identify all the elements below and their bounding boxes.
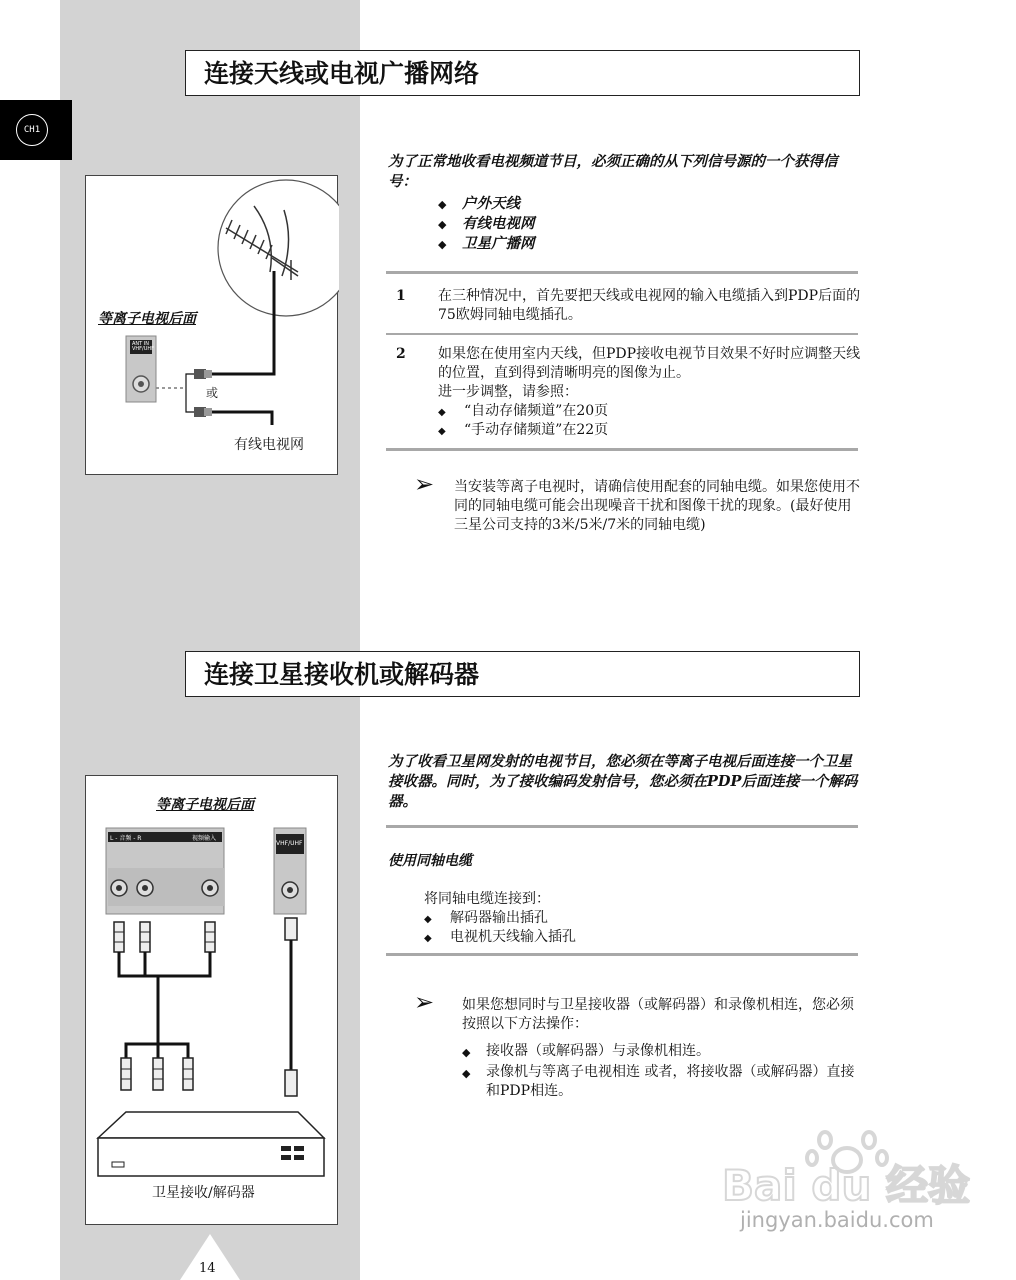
watermark-url: jingyan.baidu.com <box>740 1208 934 1232</box>
coax-plug-icon <box>285 1070 297 1096</box>
step-1 <box>396 287 861 325</box>
watermark-brand-text: Bai du 经验 <box>722 1161 970 1210</box>
rear-panel-label: 等离子电视后面 <box>98 311 196 327</box>
step-2 <box>396 345 861 440</box>
divider-rule <box>386 271 858 274</box>
audio-l-port-icon <box>111 880 127 896</box>
av-cable <box>119 952 210 1058</box>
signal-source-list <box>438 194 860 254</box>
section1-intro <box>388 152 860 254</box>
or-label: 或 <box>206 386 219 400</box>
rca-plug-icon <box>140 922 150 952</box>
section2-note <box>414 988 862 1101</box>
step-subtext: 进一步调整，请参照： <box>438 384 578 400</box>
rca-plug-icon <box>183 1058 193 1090</box>
coax-plug-icon <box>194 369 212 379</box>
note-text: 当安装等离子电视时，请确信使用配套的同轴电缆。如果您使用不同的同轴电缆可能会出现噪音干扰和图像干扰的现象。(最好使用三星公司支持的3米/5米/7米的同轴电缆) <box>454 479 860 533</box>
page-reference-item: ◆ “自动存储频道”在20页 <box>438 402 861 421</box>
antenna-circle <box>218 180 339 316</box>
divider-rule <box>386 333 858 335</box>
step-number: 1 <box>396 288 406 304</box>
connection-target-item: ◆ 电视机天线输入插孔 <box>424 928 854 947</box>
step-text: 如果您在使用室内天线，但PDP接收电视节目效果不好时应调整天线的位置，直到得到清晰明亮的图像为止。 <box>438 346 861 381</box>
video-port-icon <box>202 880 218 896</box>
note-arrow-icon: ➢ <box>414 988 435 1016</box>
rear-panel-label: 等离子电视后面 <box>156 797 254 813</box>
section1-intro-text: 为了正常地收看电视频道节目，必须正确的从下列信号源的一个获得信号： <box>388 153 838 190</box>
note-item: ◆ 接收器（或解码器）与录像机相连。 <box>462 1040 862 1063</box>
tv-network-cable <box>204 412 272 425</box>
connect-to-text: 将同轴电缆连接到： <box>424 891 550 907</box>
section2-intro: 为了收看卫星网发射的电视节目，您必须在等离子电视后面连接一个卫星接收器。同时，为了接收编码发射信号，您必须在PDP后面连接一个解码器。 <box>388 753 858 810</box>
coax-subheading: 使用同轴电缆 <box>388 853 472 869</box>
ant-in-port-label: ANT IN VHF/UHF <box>132 341 155 352</box>
coax-plug-icon <box>285 918 297 940</box>
divider-rule <box>386 825 858 828</box>
video-port-label: 视频输入 <box>192 835 217 842</box>
connection-target-item: ◆ 解码器输出插孔 <box>424 909 854 928</box>
page-reference-list <box>438 402 861 440</box>
audio-r-port-icon <box>137 880 153 896</box>
signal-source-item: ◆ 卫星广播网 <box>438 234 860 254</box>
rca-plug-icon <box>114 922 124 952</box>
vhf-uhf-port-label: VHF/UHF <box>276 840 303 847</box>
chapter-tab-label: CH1 <box>16 114 48 146</box>
vhf-uhf-port-icon <box>282 882 298 898</box>
rca-plug-icon <box>153 1058 163 1090</box>
coax-plug-icon <box>194 407 212 417</box>
note-item-list <box>462 1040 862 1101</box>
connection-target-list <box>424 909 854 947</box>
page-reference-item: ◆ “手动存储频道”在22页 <box>438 421 861 440</box>
note-arrow-icon: ➢ <box>414 470 435 498</box>
section2-title: 连接卫星接收机或解码器 <box>185 651 860 697</box>
audio-port-label: L - 音频 - R <box>110 835 142 842</box>
coax-connection-steps <box>424 890 854 947</box>
cable-tv-network-label: 有线电视网 <box>234 437 304 453</box>
satellite-receiver-icon <box>98 1112 324 1176</box>
rca-plug-icon <box>121 1058 131 1090</box>
signal-source-item: ◆ 户外天线 <box>438 194 860 214</box>
note-item: ◆ 录像机与等离子电视相连 或者，将接收器（或解码器）直接和PDP相连。 <box>462 1063 862 1101</box>
antenna-connection-figure <box>85 175 338 475</box>
receiver-connection-figure <box>85 775 338 1225</box>
step-text: 在三种情况中，首先要把天线或电视网的输入电缆插入到PDP后面的75欧姆同轴电缆插孔。 <box>438 288 861 323</box>
section1-title: 连接天线或电视广播网络 <box>185 50 860 96</box>
rca-plug-icon <box>205 922 215 952</box>
receiver-decoder-label: 卫星接收/解码器 <box>152 1185 255 1201</box>
note-text: 如果您想同时与卫星接收器（或解码器）和录像机相连，您必须按照以下方法操作： <box>462 997 854 1032</box>
signal-source-item: ◆ 有线电视网 <box>438 214 860 234</box>
step-number: 2 <box>396 346 406 362</box>
divider-rule <box>386 953 858 956</box>
divider-rule <box>386 448 858 451</box>
page-number: 14 <box>199 1261 216 1276</box>
section1-note <box>414 470 864 535</box>
